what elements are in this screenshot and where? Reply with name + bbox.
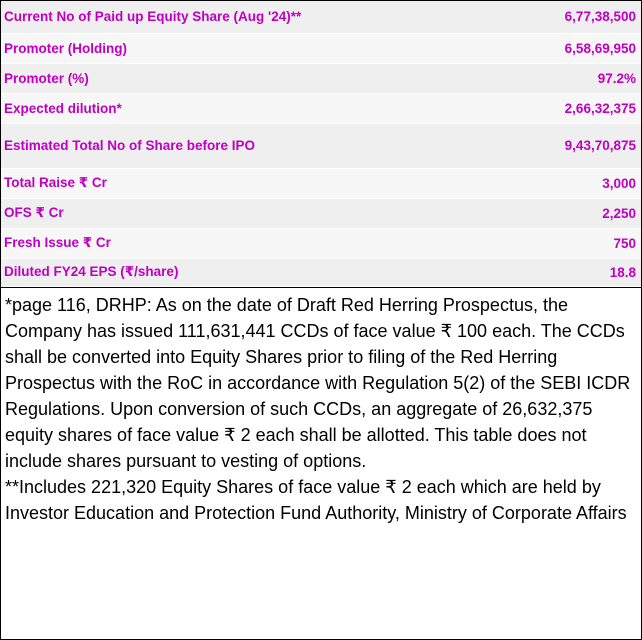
table-row [1,123,641,168]
table-row [1,228,641,258]
row-label: Expected dilution* [1,93,483,123]
row-label: Estimated Total No of Share before IPO [1,123,483,168]
table-row [1,168,641,198]
footnote-iepf-shares: **Includes 221,320 Equity Shares of face value ₹ 2 each which are held by Investor Education and Protection Fund Authority, Ministry of Corporate Affairs [5,477,627,523]
footnote-ccd-conversion: *page 116, DRHP: As on the date of Draft Red Herring Prospectus, the Company has issued 111,631,441 CCDs of face value ₹ 100 each. The CCDs shall be converted into Equity Shares prior to filing of the Red Herring Prospectus with the RoC in accordance with Regulation 5(2) of the SEBI ICDR Regulations. Upon conversion of such CCDs, an aggregate of 26,632,375 equity shares of face value ₹ 2 each shall be allotted. This table does not include shares pursuant to vesting of options. [5,295,631,471]
table-row [1,93,641,123]
row-label: Fresh Issue ₹ Cr [1,228,483,258]
share-data-table [1,1,641,287]
table-divider [1,287,641,288]
row-value: 750 [483,228,641,258]
table-row [1,33,641,63]
row-value: 97.2% [483,63,641,93]
row-value: 2,66,32,375 [483,93,641,123]
table-row [1,258,641,286]
row-value: 18.8 [483,258,641,286]
row-value: 2,250 [483,198,641,228]
row-label: OFS ₹ Cr [1,198,483,228]
row-value: 6,77,38,500 [483,1,641,33]
row-label: Total Raise ₹ Cr [1,168,483,198]
row-label: Current No of Paid up Equity Share (Aug '24)** [1,1,483,33]
table-row [1,198,641,228]
row-value: 6,58,69,950 [483,33,641,63]
table-row [1,63,641,93]
row-label: Promoter (%) [1,63,483,93]
row-label: Promoter (Holding) [1,33,483,63]
table-row [1,1,641,33]
row-label: Diluted FY24 EPS (₹/share) [1,258,483,286]
row-value: 9,43,70,875 [483,123,641,168]
footnotes [5,292,637,526]
row-value: 3,000 [483,168,641,198]
